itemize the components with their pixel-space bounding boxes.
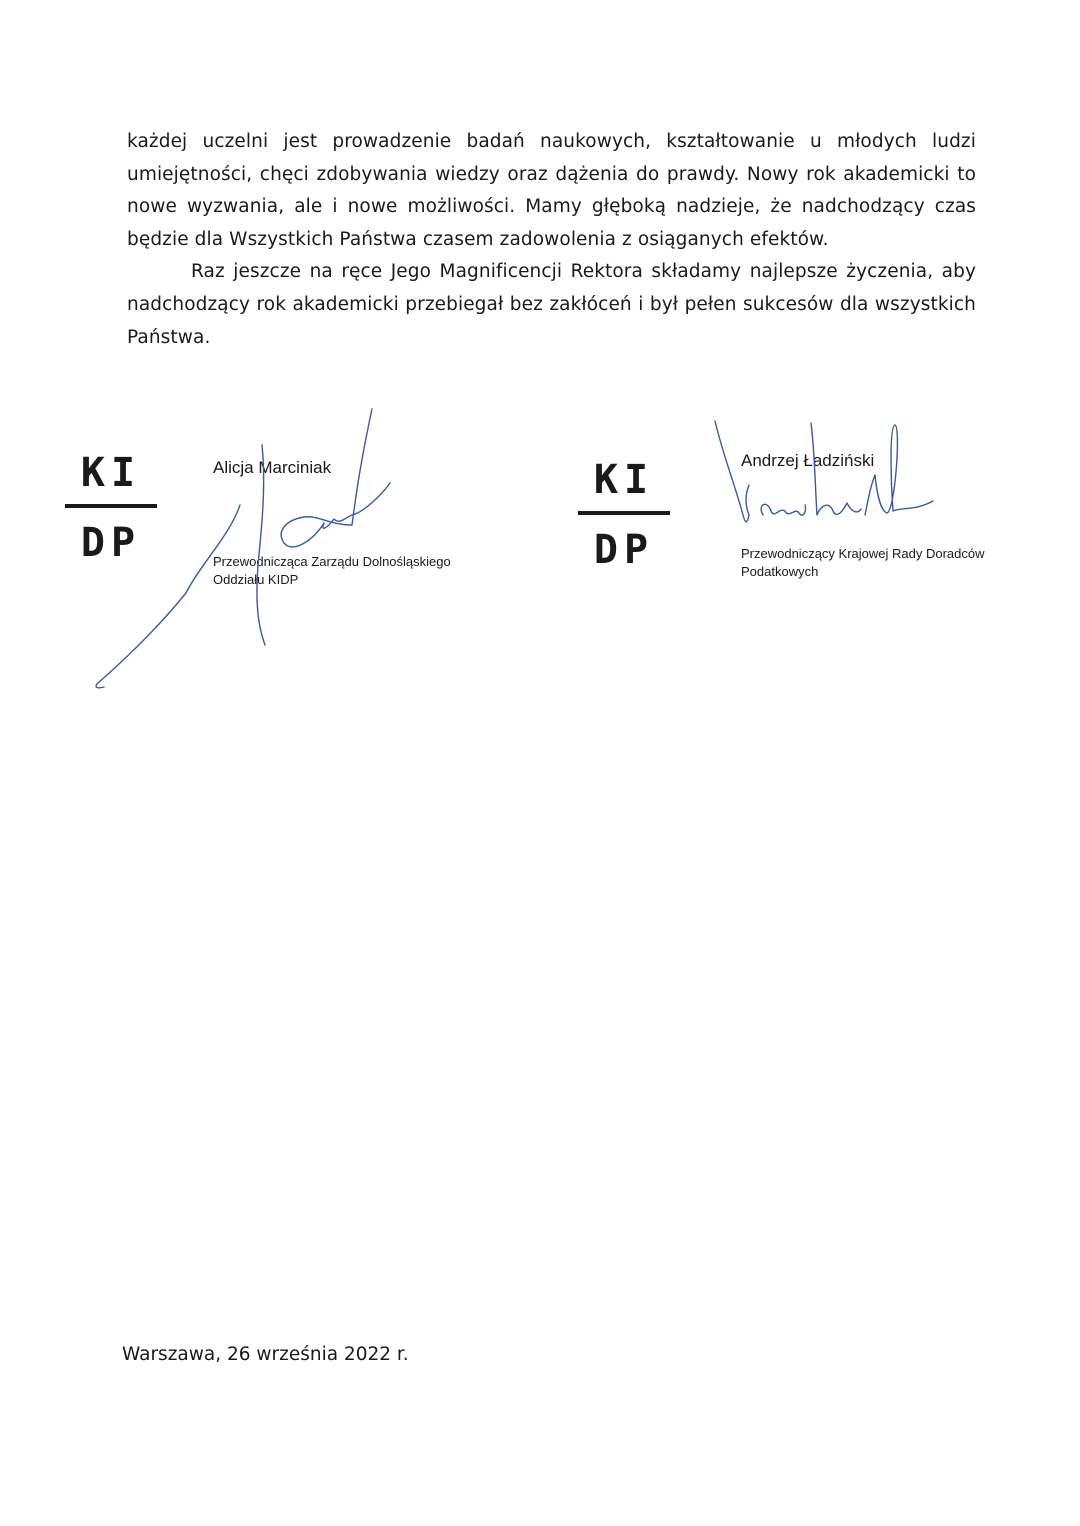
- letter-body: [127, 126, 976, 354]
- paragraph-1: każdej uczelni jest prowadzenie badań naukowych, kształtowanie u młodych ludzi umiejętności, chęci zdobywania wiedzy oraz dążenia do prawdy. Nowy rok akademicki to nowe wyzwania, ale i nowe możliwości. Mamy głęboką nadzieje, że nadchodzący czas będzie dla Wszystkich Państwa czasem zadowolenia z osiąganych efektów.: [127, 131, 976, 250]
- kidp-logo-right: [578, 457, 670, 577]
- signatory-role-left: Przewodnicząca Zarządu Dolnośląskiego Oddziału KIDP: [213, 554, 451, 587]
- place-and-date: Warszawa, 26 września 2022 r.: [122, 1344, 409, 1365]
- kidp-logo-left: [65, 450, 157, 570]
- logo-divider: [578, 511, 670, 515]
- paragraph-2: Raz jeszcze na ręce Jego Magnificencji Rektora składamy najlepsze życzenia, aby nadchodzący rok akademicki przebiegał bez zakłóceń i był pełen sukcesów dla wszystkich Państwa.: [127, 261, 976, 348]
- handwritten-signature-right: [705, 415, 945, 545]
- signatory-role-right: Przewodniczący Krajowej Rady Doradców Podatkowych: [741, 546, 985, 579]
- logo-top-text: KI: [80, 450, 142, 496]
- signatory-name-left: Alicja Marciniak: [213, 458, 332, 477]
- logo-bottom-text: DP: [593, 527, 655, 573]
- signatory-name-right: Andrzej Ładziński: [741, 451, 875, 470]
- logo-bottom-text: DP: [80, 520, 142, 566]
- logo-top-text: KI: [593, 457, 655, 503]
- logo-divider: [65, 504, 157, 508]
